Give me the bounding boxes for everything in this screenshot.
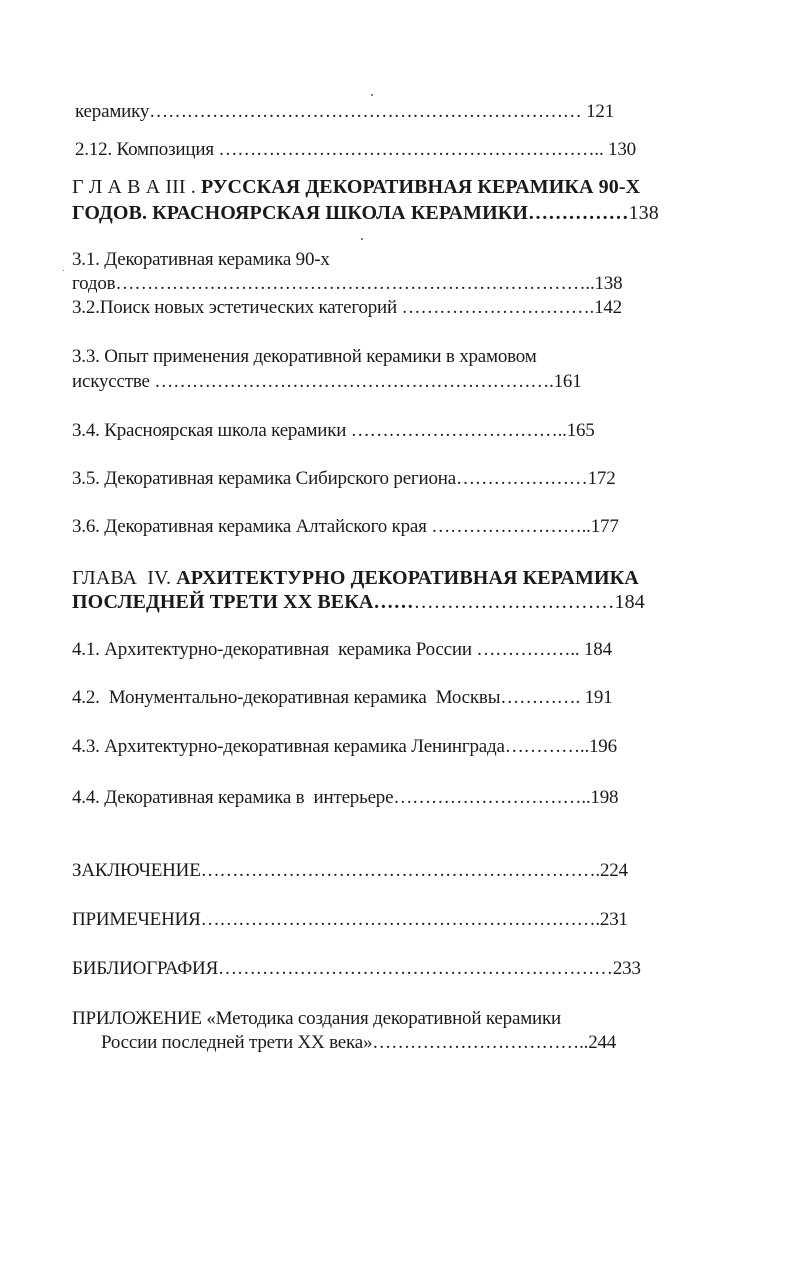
toc-entry: 3.1. Декоративная керамика 90-х	[72, 249, 330, 270]
toc-entry: 4.1. Архитектурно-декоративная керамика России …………….. 184	[72, 639, 612, 660]
chapter-3-heading-line2	[72, 201, 659, 225]
chapter-4-title: АРХИТЕКТУРНО ДЕКОРАТИВНАЯ КЕРАМИКА	[176, 567, 639, 589]
chapter-4-title-cont: ПОСЛЕДНЕЙ ТРЕТИ XX ВЕКА……	[72, 591, 414, 613]
chapter-3-prefix: Г Л А В А III .	[72, 176, 201, 198]
toc-entry: 2.12. Композиция …………………………………………………….. 130	[75, 139, 636, 160]
toc-entry: годов…………………………………………………………………..138	[72, 273, 623, 294]
chapter-4-page: …………………………184	[413, 591, 645, 613]
page-speck	[361, 238, 363, 240]
toc-entry: 3.5. Декоративная керамика Сибирского региона…………………172	[72, 468, 616, 489]
toc-entry: 3.3. Опыт применения декоративной керамики в храмовом	[72, 346, 537, 367]
toc-entry: 3.4. Красноярская школа керамики ……………………………..165	[72, 420, 595, 441]
toc-entry: искусстве ……………………………………………………….161	[72, 371, 582, 392]
margin-mark	[63, 270, 64, 271]
chapter-3-title: РУССКАЯ ДЕКОРАТИВНАЯ КЕРАМИКА 90-Х	[200, 176, 641, 198]
chapter-4-heading-line2	[72, 590, 645, 614]
chapter-3-title-cont: ГОДОВ. КРАСНОЯРСКАЯ ШКОЛА КЕРАМИКИ……………	[72, 202, 629, 224]
toc-entry: России последней трети XX века»……………………………..244	[101, 1032, 617, 1053]
toc-entry: 3.6. Декоративная керамика Алтайского края ……………………..177	[72, 516, 619, 537]
toc-entry: 3.2.Поиск новых эстетических категорий ………………………….142	[72, 297, 622, 318]
toc-entry: 4.3. Архитектурно-декоративная керамика Ленинграда…………..196	[72, 736, 617, 757]
toc-entry: керамику…………………………………………………………… 121	[75, 101, 615, 122]
toc-entry: БИБЛИОГРАФИЯ………………………………………………………233	[72, 958, 641, 979]
chapter-4-heading	[72, 566, 639, 590]
toc-entry: ПРИМЕЧЕНИЯ……………………………………………………….231	[72, 909, 628, 930]
toc-entry: ЗАКЛЮЧЕНИЕ……………………………………………………….224	[72, 860, 628, 881]
toc-entry: 4.4. Декоративная керамика в интерьере…………………………..198	[72, 787, 619, 808]
chapter-3-heading	[72, 175, 640, 199]
toc-entry: 4.2. Монументально-декоративная керамика Москвы…………. 191	[72, 687, 613, 708]
page-speck	[371, 94, 373, 96]
toc-entry: ПРИЛОЖЕНИЕ «Методика создания декоративной керамики	[72, 1008, 561, 1029]
chapter-3-page: 138	[628, 202, 659, 224]
chapter-4-prefix: ГЛАВА IV.	[72, 567, 177, 589]
